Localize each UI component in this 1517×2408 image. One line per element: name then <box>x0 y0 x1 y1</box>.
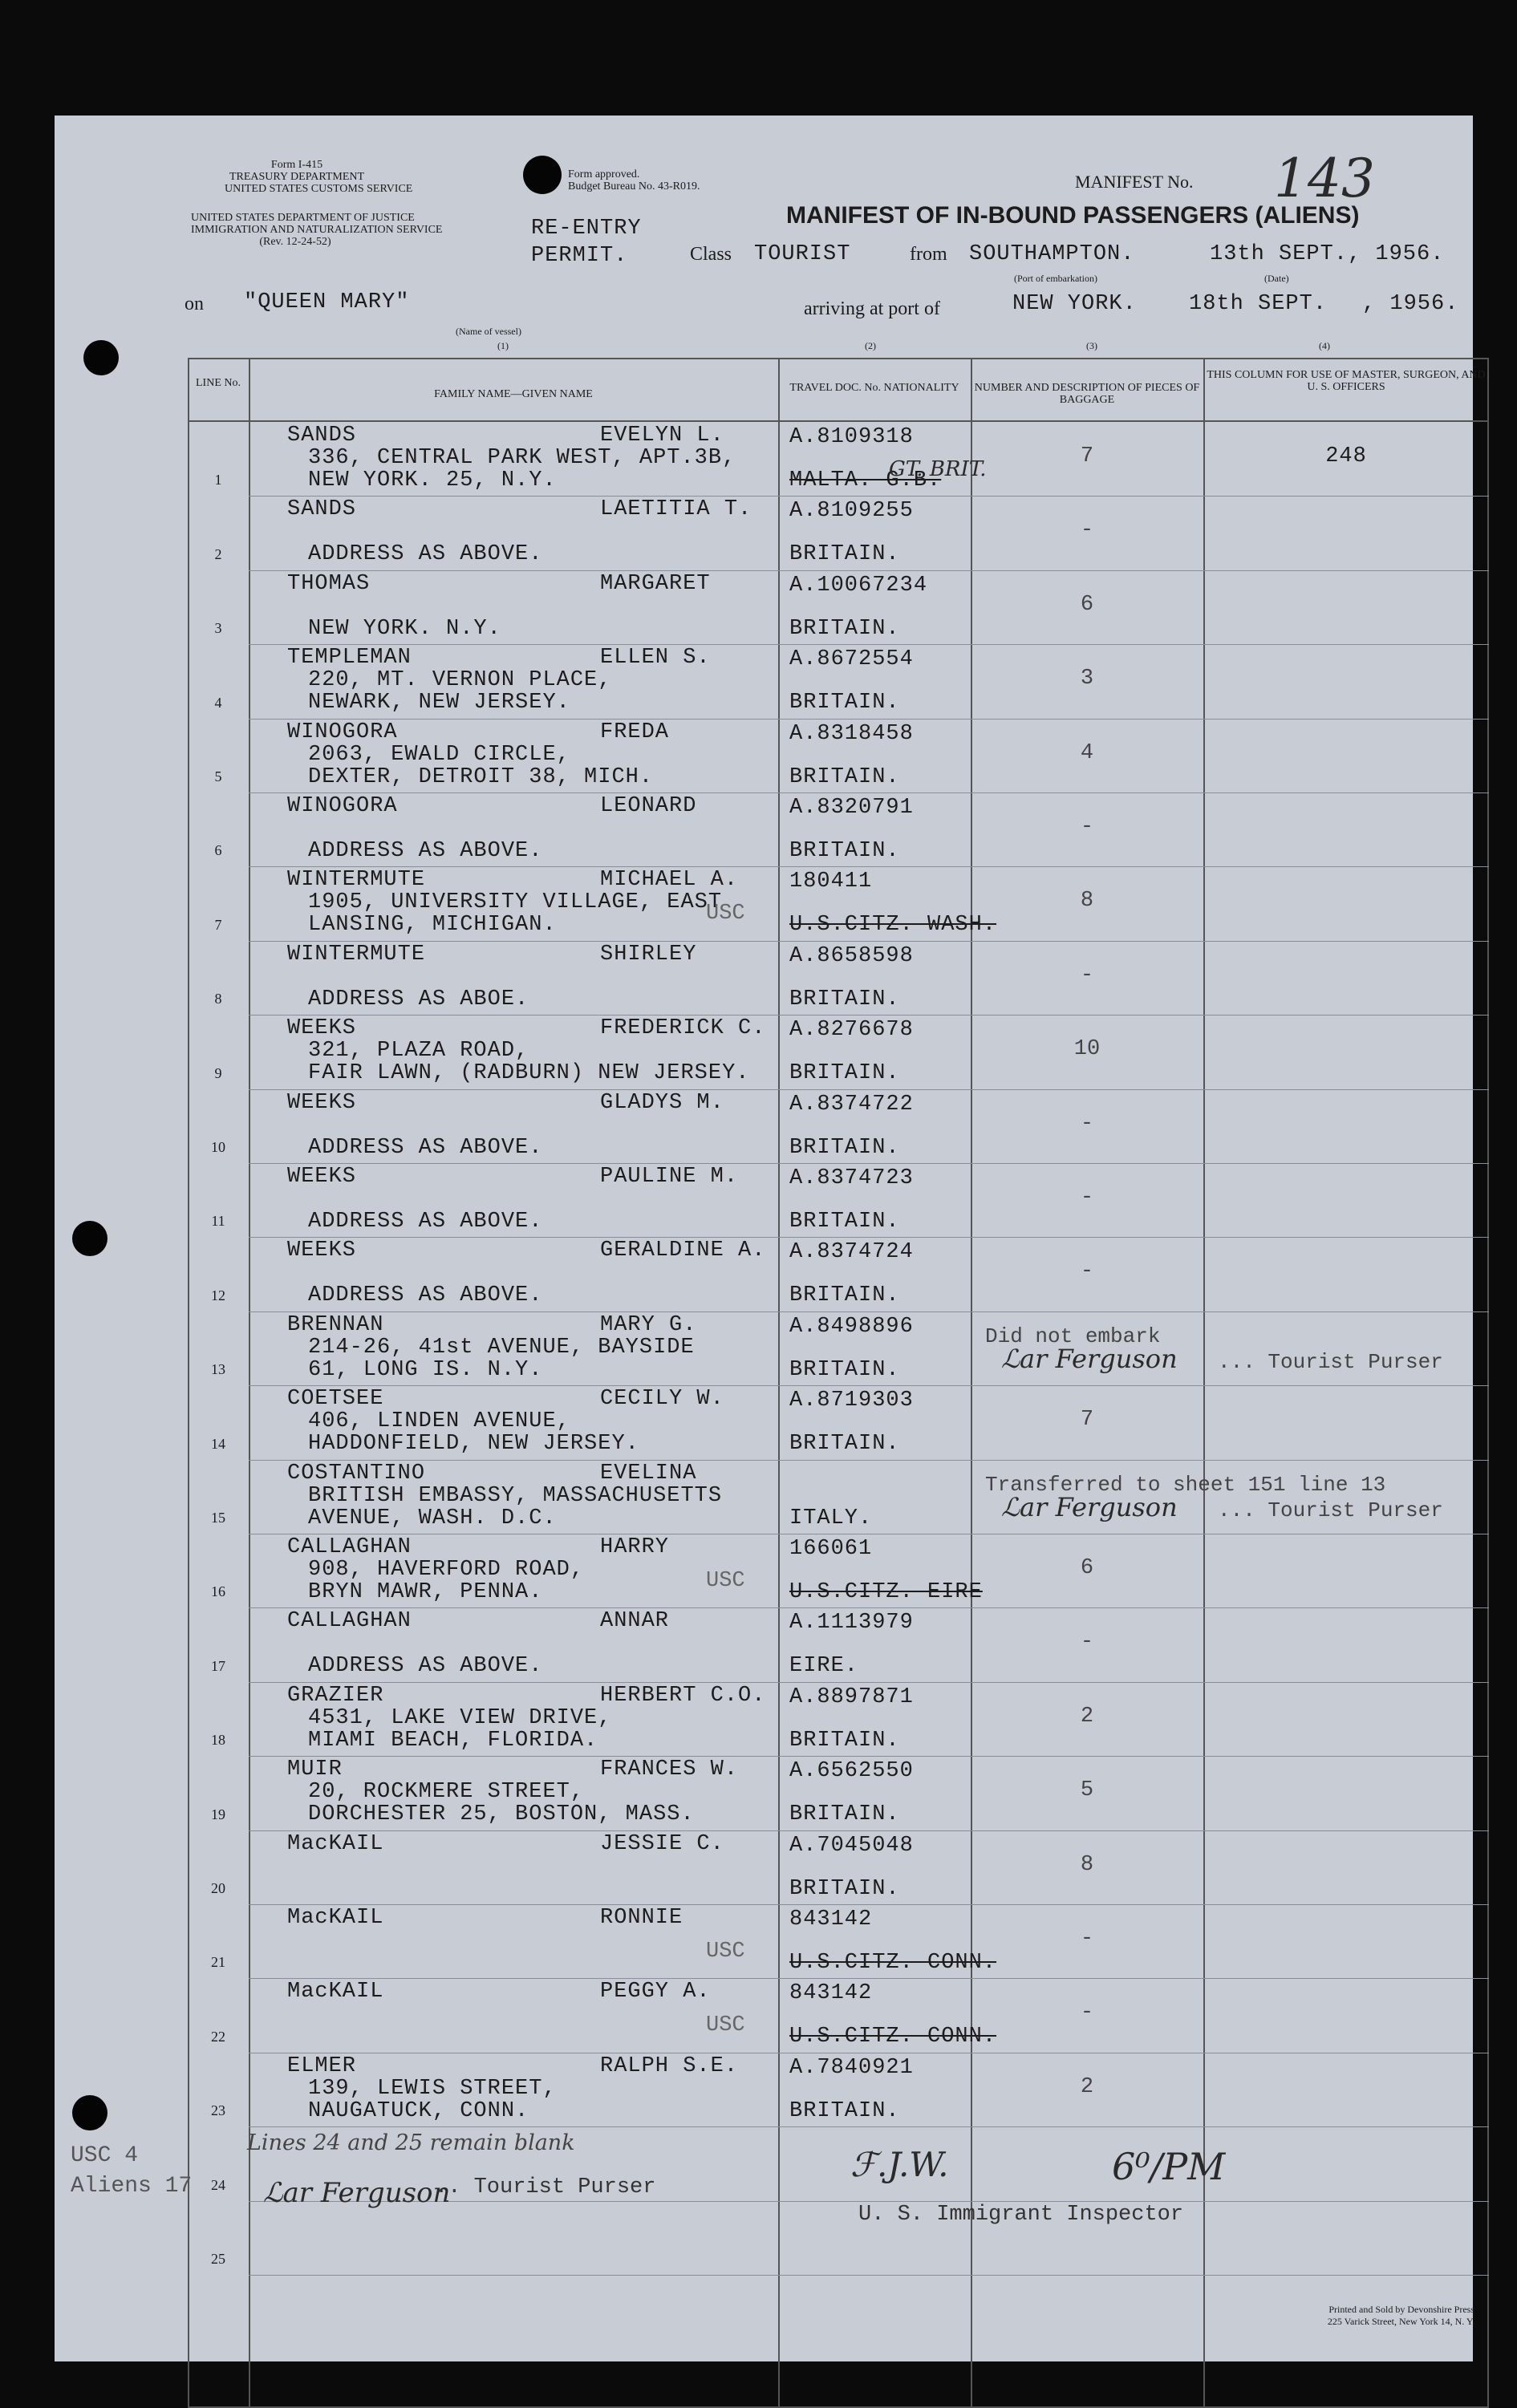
baggage-count: - <box>1080 1111 1094 1136</box>
baggage-count: 8 <box>1080 889 1094 914</box>
travel-doc-number: A.8276678 <box>789 1018 914 1043</box>
baggage-count: 7 <box>1080 444 1094 468</box>
arriving-label: arriving at port of <box>804 298 940 319</box>
year-arrival: , 1956. <box>1362 292 1459 316</box>
nationality: BRITAIN. <box>789 616 900 641</box>
baggage-count: - <box>1080 1259 1094 1284</box>
given-name: EVELYN L. <box>600 424 724 448</box>
address-line-2: 61, LONG IS. N.Y. <box>308 1357 543 1382</box>
baggage-count: - <box>1080 815 1094 839</box>
line-number: 15 <box>211 1510 225 1526</box>
address-line-2: ADDRESS AS ABOVE. <box>308 542 543 567</box>
address-line-2: ADDRESS AS ABOVE. <box>308 1210 543 1234</box>
baggage-count: 7 <box>1080 1408 1094 1433</box>
address-line-2: ADDRESS AS ABOE. <box>308 987 529 1011</box>
travel-doc-number: A.8374723 <box>789 1166 914 1190</box>
approved-text: Form approved. <box>568 168 640 180</box>
reentry-line2: PERMIT. <box>531 244 628 268</box>
col-num-2: (2) <box>865 340 876 351</box>
row-divider <box>249 1682 1489 1683</box>
family-name: WEEKS <box>287 1090 357 1115</box>
usc-mark: USC <box>706 2013 745 2038</box>
row-divider <box>249 570 1489 571</box>
travel-doc-number: A.8672554 <box>789 647 914 672</box>
col-divider-doc <box>971 358 972 2408</box>
baggage-count: 8 <box>1080 1852 1094 1877</box>
address-line-1: 336, CENTRAL PARK WEST, APT.3B, <box>308 446 736 470</box>
line-number: 13 <box>211 1361 225 1378</box>
travel-doc-number: A.8109318 <box>789 425 914 449</box>
col-num-3: (3) <box>1086 340 1097 351</box>
given-name: FREDA <box>600 720 670 744</box>
printer-line1: Printed and Sold by Devonshire Press <box>1328 2304 1474 2315</box>
baggage-count: 4 <box>1080 740 1094 765</box>
col-num-4: (4) <box>1319 340 1330 351</box>
travel-doc-number: A.8498896 <box>789 1314 914 1339</box>
address-line-1: 321, PLAZA ROAD, <box>308 1039 529 1064</box>
nationality: BRITAIN. <box>789 542 900 567</box>
row-divider <box>249 644 1489 645</box>
header-officers: THIS COLUMN FOR USE OF MASTER, SURGEON, AND U. S. OFFICERS <box>1207 369 1486 393</box>
travel-doc-number: A.10067234 <box>789 573 928 598</box>
given-name: MARY G. <box>600 1312 697 1337</box>
line-number: 18 <box>211 1732 225 1749</box>
nationality: BRITAIN. <box>789 1357 900 1382</box>
customs-text: UNITED STATES CUSTOMS SERVICE <box>225 183 413 195</box>
punch-hole-left-2 <box>72 1221 107 1256</box>
given-name: HARRY <box>600 1535 670 1559</box>
port-embark-caption: (Port of embarkation) <box>1014 273 1097 284</box>
nationality: MALTA. G.B. <box>789 468 942 493</box>
nationality: BRITAIN. <box>789 2098 900 2123</box>
row-divider <box>249 1460 1489 1461</box>
line-number: 10 <box>211 1139 225 1155</box>
row-divider <box>249 496 1489 497</box>
address-line-2: ADDRESS AS ABOVE. <box>308 1135 543 1160</box>
on-label: on <box>185 294 204 314</box>
inspector-signature: ℱ.J.W. <box>850 2145 949 2184</box>
nationality: BRITAIN. <box>789 1876 900 1901</box>
punch-hole-left-3 <box>72 2095 107 2130</box>
address-line-2: LANSING, MICHIGAN. <box>308 913 557 938</box>
address-line-1: 4531, LAKE VIEW DRIVE, <box>308 1705 612 1730</box>
line-number: 7 <box>214 916 222 933</box>
family-name: WINOGORA <box>287 794 398 818</box>
travel-doc-number: A.8320791 <box>789 796 914 820</box>
family-name: WINTERMUTE <box>287 868 426 893</box>
rev-text: (Rev. 12-24-52) <box>259 236 331 248</box>
row-divider <box>249 1237 1489 1238</box>
travel-doc-number: A.8658598 <box>789 943 914 968</box>
nationality: EIRE. <box>789 1654 859 1679</box>
port-arrival: NEW YORK. <box>1012 292 1137 316</box>
date-caption: (Date) <box>1264 273 1289 284</box>
justice-text: UNITED STATES DEPARTMENT OF JUSTICE <box>191 212 415 224</box>
family-name: WINTERMUTE <box>287 942 426 967</box>
date-embark: 13th SEPT. <box>1210 242 1349 266</box>
transfer-note: Did not embark <box>985 1324 1161 1348</box>
address-line-1: 1905, UNIVERSITY VILLAGE, EAST <box>308 890 723 915</box>
col-divider-baggage <box>1203 358 1205 2408</box>
family-name: CALLAGHAN <box>287 1609 412 1634</box>
travel-doc-number: 180411 <box>789 870 873 894</box>
row-divider <box>249 2126 1489 2127</box>
address-line-2: ADDRESS AS ABOVE. <box>308 1654 543 1679</box>
family-name: COETSEE <box>287 1387 384 1412</box>
travel-doc-number: A.8374722 <box>789 1092 914 1117</box>
row-divider <box>249 1978 1489 1979</box>
baggage-count: - <box>1080 1630 1094 1655</box>
address-line-1: 20, ROCKMERE STREET, <box>308 1780 585 1805</box>
nationality: BRITAIN. <box>789 1728 900 1753</box>
header-line-no: LINE No. <box>196 377 241 389</box>
given-name: GLADYS M. <box>600 1090 724 1115</box>
col-num-1: (1) <box>497 340 509 351</box>
family-name: CALLAGHAN <box>287 1535 412 1559</box>
family-name: TEMPLEMAN <box>287 646 412 671</box>
travel-doc-number: A.8318458 <box>789 721 914 746</box>
line-number: 6 <box>214 842 222 859</box>
nationality: U.S.CITZ. CONN. <box>789 2025 997 2049</box>
address-line-2: NAUGATUCK, CONN. <box>308 2098 529 2123</box>
family-name: GRAZIER <box>287 1683 384 1708</box>
nationality: BRITAIN. <box>789 764 900 789</box>
line-number: 23 <box>211 2102 225 2119</box>
given-name: FRANCES W. <box>600 1757 739 1782</box>
nationality: BRITAIN. <box>789 691 900 716</box>
nationality: U.S.CITZ. WASH. <box>789 913 997 938</box>
vessel-caption: (Name of vessel) <box>456 326 521 337</box>
address-line-2: FAIR LAWN, (RADBURN) NEW JERSEY. <box>308 1061 750 1086</box>
nationality-handwritten: GT. BRIT. <box>889 457 987 481</box>
given-name: RALPH S.E. <box>600 2053 739 2078</box>
budget-text: Budget Bureau No. 43-R019. <box>568 180 700 193</box>
nationality: BRITAIN. <box>789 987 900 1011</box>
baggage-count: 6 <box>1080 1556 1094 1580</box>
approval-block <box>568 168 700 193</box>
row-divider <box>249 1830 1489 1831</box>
address-line-1: 406, LINDEN AVENUE, <box>308 1409 570 1434</box>
reentry-stamp <box>531 215 642 270</box>
punch-hole-left-1 <box>83 340 119 375</box>
family-name: SANDS <box>287 497 357 522</box>
row-divider <box>249 941 1489 942</box>
family-name: MUIR <box>287 1757 343 1782</box>
inspector-label: U. S. Immigrant Inspector <box>858 2203 1184 2227</box>
given-name: MICHAEL A. <box>600 868 739 893</box>
line-number: 25 <box>211 2251 225 2267</box>
family-name: SANDS <box>287 424 357 448</box>
family-name: BRENNAN <box>287 1312 384 1337</box>
printer-line2: 225 Varick Street, New York 14, N. Y. <box>1327 2316 1474 2327</box>
family-name: THOMAS <box>287 571 371 596</box>
class-label: Class <box>690 244 732 265</box>
baggage-count: 2 <box>1080 1704 1094 1729</box>
baggage-count: 3 <box>1080 667 1094 691</box>
travel-doc-number: A.8897871 <box>789 1684 914 1709</box>
travel-doc-number: A.7840921 <box>789 2055 914 2080</box>
punch-hole-top <box>523 156 562 194</box>
line-number: 24 <box>211 2176 225 2193</box>
given-name: GERALDINE A. <box>600 1238 766 1263</box>
travel-doc-number: A.8719303 <box>789 1388 914 1413</box>
travel-doc-number: A.8374724 <box>789 1240 914 1265</box>
row-divider <box>249 1904 1489 1905</box>
baggage-count: - <box>1080 963 1094 987</box>
purser-signature: ℒar Ferguson <box>263 2177 451 2209</box>
line-number: 21 <box>211 1954 225 1971</box>
purser-label: .. Tourist Purser <box>435 2175 656 2199</box>
line-number: 22 <box>211 2028 225 2045</box>
date-arrival: 18th SEPT. <box>1189 292 1328 316</box>
address-line-2: ADDRESS AS ABOVE. <box>308 839 543 863</box>
given-name: SHIRLEY <box>600 942 697 967</box>
manifest-no-label: MANIFEST No. <box>1075 172 1194 192</box>
line-number: 1 <box>214 472 222 488</box>
line-number: 8 <box>214 991 222 1007</box>
family-name: WEEKS <box>287 1016 357 1041</box>
header-divider <box>188 420 1489 422</box>
travel-doc-number: A.1113979 <box>789 1611 914 1636</box>
purser-signature-row: ℒar Ferguson <box>1001 1343 1178 1374</box>
header-name: FAMILY NAME—GIVEN NAME <box>434 388 593 400</box>
given-name: FREDERICK C. <box>600 1016 766 1041</box>
address-line-2: ADDRESS AS ABOVE. <box>308 1283 543 1308</box>
blank-lines-note: Lines 24 and 25 remain blank <box>247 2130 575 2155</box>
class-value: TOURIST <box>754 242 851 266</box>
given-name: LAETITIA T. <box>600 497 752 522</box>
address-line-2: MIAMI BEACH, FLORIDA. <box>308 1728 598 1753</box>
col-divider-name <box>778 358 780 2408</box>
travel-doc-number: 166061 <box>789 1537 873 1561</box>
from-label: from <box>910 244 947 265</box>
nationality: U.S.CITZ. CONN. <box>789 1951 997 1975</box>
nationality: BRITAIN. <box>789 1432 900 1457</box>
given-name: LEONARD <box>600 794 697 818</box>
given-name: EVELINA <box>600 1461 697 1486</box>
aliens-count: Aliens 17 <box>71 2174 193 2199</box>
baggage-count: - <box>1080 1927 1094 1951</box>
address-line-2: DEXTER, DETROIT 38, MICH. <box>308 764 654 789</box>
line-number: 2 <box>214 545 222 562</box>
nationality: BRITAIN. <box>789 1283 900 1308</box>
line-number: 11 <box>211 1213 225 1230</box>
address-line-1: BRITISH EMBASSY, MASSACHUSETTS <box>308 1483 723 1508</box>
form-number <box>225 159 413 195</box>
given-name: HERBERT C.O. <box>600 1683 766 1708</box>
given-name: ELLEN S. <box>600 646 711 671</box>
address-line-2: HADDONFIELD, NEW JERSEY. <box>308 1432 639 1457</box>
given-name: PEGGY A. <box>600 1980 711 2005</box>
family-name: COSTANTINO <box>287 1461 426 1486</box>
usc-mark: USC <box>706 902 745 926</box>
year-embark: , 1956. <box>1348 242 1445 266</box>
family-name: MacKAIL <box>287 1980 384 2005</box>
row-divider <box>249 866 1489 867</box>
baggage-count: 2 <box>1080 2074 1094 2099</box>
baggage-count: 5 <box>1080 1778 1094 1803</box>
row-divider <box>249 1089 1489 1090</box>
manifest-sheet <box>55 116 1486 2361</box>
line-number: 5 <box>214 768 222 784</box>
baggage-count: 10 <box>1073 1037 1101 1062</box>
address-line-1: 220, MT. VERNON PLACE, <box>308 668 612 693</box>
row-divider <box>249 1385 1489 1386</box>
ins-text: IMMIGRATION AND NATURALIZATION SERVICE <box>191 224 443 236</box>
treasury-text: TREASURY DEPARTMENT <box>229 171 365 183</box>
line-number: 19 <box>211 1806 225 1822</box>
line-number: 12 <box>211 1287 225 1303</box>
family-name: MacKAIL <box>287 1906 384 1930</box>
address-line-2: NEWARK, NEW JERSEY. <box>308 691 570 716</box>
nationality: BRITAIN. <box>789 1061 900 1086</box>
address-line-2: AVENUE, WASH. D.C. <box>308 1506 557 1530</box>
header-travel-doc: TRAVEL DOC. No. NATIONALITY <box>789 382 959 394</box>
family-name: WEEKS <box>287 1238 357 1263</box>
header-baggage: NUMBER AND DESCRIPTION OF PIECES OF BAGGAGE <box>974 382 1200 406</box>
purser-note: ... Tourist Purser <box>1218 1349 1443 1374</box>
line-number: 4 <box>214 694 222 711</box>
vessel-name: "QUEEN MARY" <box>244 290 410 314</box>
address-line-2: DORCHESTER 25, BOSTON, MASS. <box>308 1802 695 1827</box>
form-no-text: Form I-415 <box>270 159 323 171</box>
given-name: PAULINE M. <box>600 1165 739 1189</box>
printer-block <box>1146 2304 1474 2328</box>
baggage-count: - <box>1080 1186 1094 1210</box>
travel-doc-number: A.6562550 <box>789 1759 914 1784</box>
row-divider <box>249 1756 1489 1757</box>
line-number: 3 <box>214 620 222 637</box>
nationality: U.S.CITZ. EIRE <box>789 1580 983 1604</box>
family-name: MacKAIL <box>287 1831 384 1856</box>
family-name: WINOGORA <box>287 720 398 744</box>
line-number: 16 <box>211 1583 225 1600</box>
line-number: 14 <box>211 1435 225 1452</box>
given-name: JESSIE C. <box>600 1831 724 1856</box>
row-divider <box>249 719 1489 720</box>
row-divider <box>249 1311 1489 1312</box>
line-number: 17 <box>211 1657 225 1674</box>
row-divider <box>249 2275 1489 2276</box>
address-line-2: BRYN MAWR, PENNA. <box>308 1580 543 1604</box>
col-divider-line <box>249 358 250 2408</box>
travel-doc-number: 843142 <box>789 1907 873 1932</box>
travel-doc-number: A.7045048 <box>789 1833 914 1858</box>
purser-signature-row: ℒar Ferguson <box>1001 1491 1178 1522</box>
usc-count: USC 4 <box>71 2143 139 2168</box>
nationality: BRITAIN. <box>789 1135 900 1160</box>
usc-mark: USC <box>706 1940 745 1964</box>
row-divider <box>249 1607 1489 1608</box>
justice-block <box>191 212 443 248</box>
usc-mark: USC <box>706 1569 745 1593</box>
reentry-line1: RE-ENTRY <box>531 217 642 241</box>
family-name: WEEKS <box>287 1165 357 1189</box>
nationality: ITALY. <box>789 1506 873 1530</box>
baggage-count: 6 <box>1080 592 1094 617</box>
travel-doc-number: A.8109255 <box>789 499 914 524</box>
nationality: BRITAIN. <box>789 1210 900 1234</box>
inspector-initials: 6⁰/PM <box>1112 2145 1226 2188</box>
given-name: MARGARET <box>600 571 711 596</box>
transfer-note: Transferred to sheet 151 line 13 <box>985 1472 1386 1497</box>
travel-doc-number: 843142 <box>789 1981 873 2006</box>
address-line-2: NEW YORK. N.Y. <box>308 616 501 641</box>
given-name: CECILY W. <box>600 1387 724 1412</box>
address-line-1: 908, HAVERFORD ROAD, <box>308 1558 585 1582</box>
line-number: 20 <box>211 1880 225 1896</box>
nationality: BRITAIN. <box>789 839 900 863</box>
address-line-1: 139, LEWIS STREET, <box>308 2076 557 2101</box>
row-divider <box>249 1163 1489 1164</box>
given-name: RONNIE <box>600 1906 683 1930</box>
baggage-count: - <box>1080 518 1094 543</box>
given-name: ANNAR <box>600 1609 670 1634</box>
family-name: ELMER <box>287 2053 357 2078</box>
address-line-1: 214-26, 41st AVENUE, BAYSIDE <box>308 1335 695 1360</box>
manifest-no-handwritten: 143 <box>1274 148 1375 209</box>
purser-note: ... Tourist Purser <box>1218 1498 1443 1522</box>
officer-use: 248 <box>1325 444 1367 468</box>
address-line-1: 2063, EWALD CIRCLE, <box>308 742 570 767</box>
baggage-count: - <box>1080 2001 1094 2025</box>
manifest-title: MANIFEST OF IN-BOUND PASSENGERS (ALIENS) <box>786 202 1360 229</box>
line-number: 9 <box>214 1064 222 1081</box>
port-embark: SOUTHAMPTON. <box>969 242 1135 266</box>
nationality: BRITAIN. <box>789 1802 900 1827</box>
address-line-2: NEW YORK. 25, N.Y. <box>308 468 557 493</box>
